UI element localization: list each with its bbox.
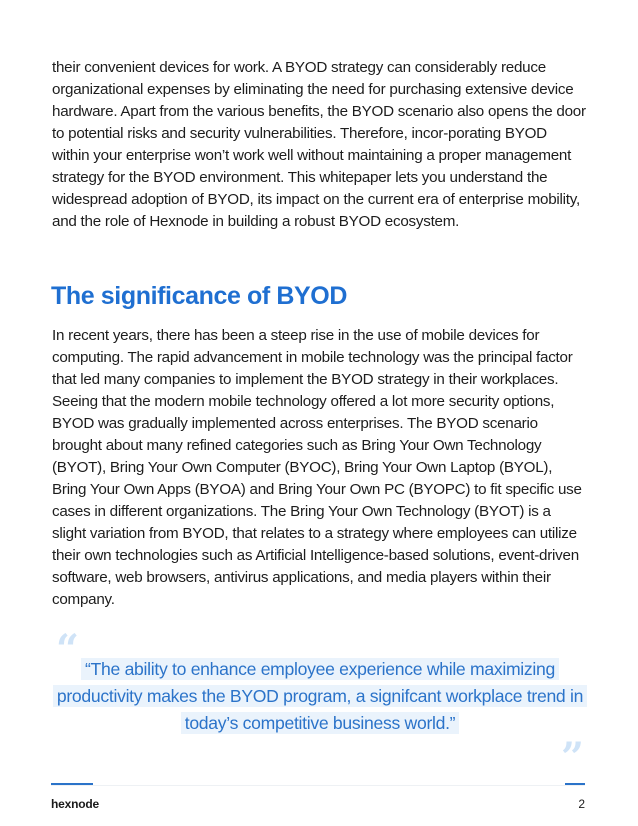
pull-quote — [52, 626, 588, 781]
pull-quote-text-wrap — [52, 656, 588, 737]
pull-quote-text: “The ability to enhance employee experience while maximizing productivity makes the BYOD program, a signifcant workplace trend in today’s competitive business world.” — [53, 658, 587, 734]
section-paragraph: In recent years, there has been a steep rise in the use of mobile devices for computing. The rapid advancement in mobile technology was the principal factor that led many companies to implement the BYOD strategy in their workplaces. Seeing that the modern mobile technology offered a lot more security options, BYOD was gradually implemented across enterprises. The BYOD scenario brought about many refined categories such as Bring Your Own Technology (BYOT), Bring Your Own Computer (BYOC), Bring Your Own Laptop (BYOL), Bring Your Own Apps (BYOA) and Bring Your Own PC (BYOPC) to fit specific use cases in different organizations. The Bring Your Own Technology (BYOT) is a slight variation from BYOD, that relates to a strategy where employees can utilize their own technologies such as Artificial Intelligence-based solutions, event-driven software, web browsers, antivirus applications, and media players within their company. — [52, 327, 582, 608]
page-number: 2 — [578, 797, 585, 811]
intro-paragraph: their convenient devices for work. A BYOD strategy can considerably reduce organizational expenses by eliminating the need for purchasing extensive device hardware. Apart from the various benefits, the BYOD scenario also opens the door to potential risks and security vulnerabilities. Therefore, incor-porating BYOD within your enterprise won’t work well without maintaining a proper management strategy for the BYOD environment. This whitepaper lets you understand the widespread adoption of BYOD, its impact on the current era of enterprise mobility, and the role of Hexnode in building a robust BYOD ecosystem. — [52, 59, 586, 230]
open-quote-icon: “ — [56, 626, 80, 673]
footer-divider — [51, 785, 585, 786]
footer-brand-logo: hexnode — [51, 797, 99, 811]
section-heading: The significance of BYOD — [51, 282, 348, 310]
close-quote-icon: ” — [560, 734, 584, 781]
